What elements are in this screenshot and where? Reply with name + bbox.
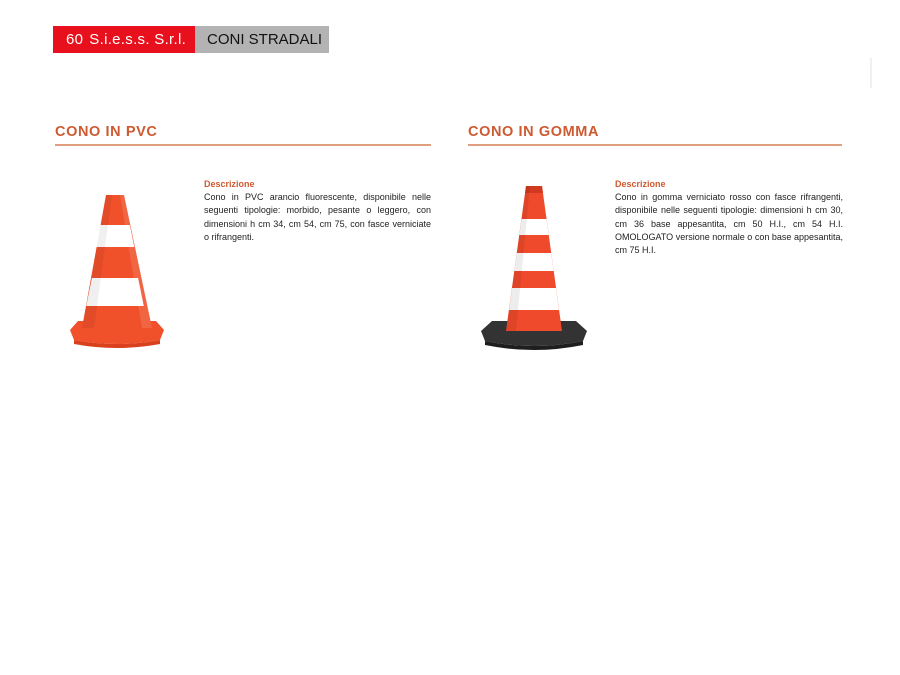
description-text: Cono in PVC arancio fluorescente, disponibile nelle seguenti tipologie: morbido, pesante o leggero, con dimensioni h cm 34, cm 54, cm 75, con fasce verniciate o rifrangenti. — [204, 192, 431, 242]
traffic-cone-pvc-image — [64, 190, 170, 352]
company-name: S.i.e.s.s. S.r.l. — [89, 31, 187, 48]
header-company-block — [53, 26, 195, 53]
product-title: CONO IN GOMMA — [468, 124, 600, 140]
section-name: CONI STRADALI — [207, 31, 323, 48]
title-underline — [468, 144, 842, 146]
description-text: Cono in gomma verniciato rosso con fasce rifrangenti, disponibile nelle seguenti tipologie: dimensioni h cm 30, cm 36 base appesantita, cm 50 H.I., cm 54 H.I. OMOLOGATO versione normale o con base appesantita, cm 75 H.I. — [615, 192, 843, 256]
scan-artifact — [870, 58, 872, 88]
header-section-block — [195, 26, 329, 53]
page-number: 60 — [66, 31, 84, 48]
page-header — [53, 26, 329, 53]
description-label: Descrizione — [204, 179, 255, 189]
description-label: Descrizione — [615, 179, 666, 189]
title-underline — [55, 144, 431, 146]
traffic-cone-gomma-image — [478, 183, 590, 355]
product-title: CONO IN PVC — [55, 124, 158, 140]
